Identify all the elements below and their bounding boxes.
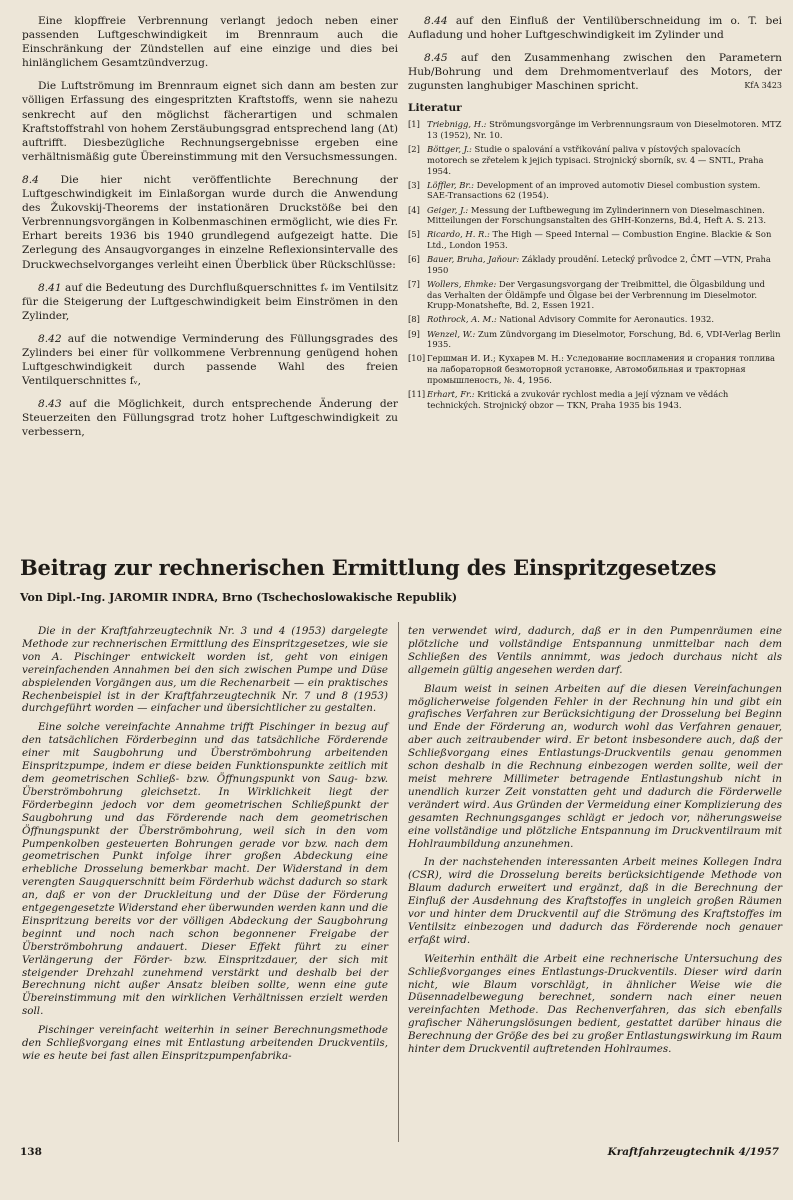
reference-text bbox=[427, 279, 782, 311]
reference-text bbox=[427, 314, 782, 325]
reference-author: Rothrock, A. M.: bbox=[427, 314, 497, 325]
reference-number: [4] bbox=[408, 204, 420, 215]
section-text: auf die Bedeutung des Durchflußquerschnittes fᵥ im Ventilsitz für die Steigerung der Luftgeschwindigkeit beim Einströmen in den Zylinder, bbox=[22, 281, 398, 322]
reference-item bbox=[408, 144, 782, 176]
reference-text bbox=[427, 329, 782, 350]
section-8-4 bbox=[22, 173, 398, 272]
reference-item bbox=[408, 389, 782, 410]
reference-number: [9] bbox=[408, 328, 420, 339]
paragraph: ten verwendet wird, dadurch, daß er in den Pumpenräumen eine plötzliche und vollständige Entspannung unmittelbar nach dem Schließen des Ventils annimmt, was jedoch durchaus nicht als allgemein gültig angesehen werden darf. bbox=[408, 625, 782, 676]
paragraph: Eine solche vereinfachte Annahme trifft Pischinger in bezug auf den tatsächlichen Förderbeginn und das tatsächliche Förderende einer mit Saugbohrung und Überströmbohrung arbeitenden Einspritzpumpe, indem er diese beiden Funktionspunkte zeitlich mit dem geometrischen Schließ- bzw. Öffnungspunkt von Saug- bzw. Überströmbohrung gleichsetzt. In Wirklichkeit liegt der Förderbeginn jedoch vor dem geometrischen Schließpunkt der Saugbohrung und das Förderende nach dem geometrischen Öffnungspunkt der Überströmbohrung, weil sich in den vom Pumpenkolben gesteuerten Bohrungen gerade vor bzw. nach dem geometrischen Punkt infolge ihrer großen Abdeckung eine erhebliche Drosselung bemerkbar macht. Der Widerstand in dem verengten Saugquerschnitt beim Förderhub wächst dadurch so stark an, daß er von der Druckleitung und der Düse der Förderung entgegengesetzte Widerstand eher überwunden werden kann und die Einspritzung bereits vor der völligen Abdeckung der Saugbohrung beginnt und noch nach schon begonnener Freigabe der Überströmbohrung andauert. Dieser Effekt führt zu einer Verlängerung der Förder- bzw. Einspritzdauer, der sich mit steigender Drehzahl zunehmend verstärkt und deshalb bei der Berechnung nicht außer Ansatz bleiben sollte, wenn eine gute Übereinstimmung mit den wirklichen Verhältnissen erzielt werden soll. bbox=[22, 721, 388, 1018]
section-text: auf die Möglichkeit, durch entsprechende Änderung der Steuerzeiten den Füllungsgrad trotz hoher Luftgeschwindigkeit zu verbessern, bbox=[22, 398, 398, 439]
section-number: 8.43 bbox=[38, 398, 62, 411]
section-number: 8.44 bbox=[424, 15, 448, 27]
reference-text bbox=[427, 353, 782, 385]
reference-item bbox=[408, 353, 782, 385]
top-left-column bbox=[22, 14, 398, 449]
top-right-column bbox=[408, 14, 782, 414]
reference-author: Erhart, Fr.: bbox=[427, 388, 475, 399]
reference-number: [1] bbox=[408, 119, 420, 130]
paragraph: Die Luftströmung im Brennraum eignet sich dann am besten zur völligen Erfassung des eingespritzten Kraftstoffs, wenn sie nahezu senkrecht auf den möglichst fächerartigen und schmalen Kraftstoffstrahl von hohem Zerstäubungsgrad entsprechend lang (Δt) auftrifft. Diesbezügliche Rechnungsergebnisse ergeben eine verhältnismäßig gute Übereinstimmung mit den Versuchsmessungen. bbox=[22, 80, 398, 163]
paragraph: Die in der Kraftfahrzeugtechnik Nr. 3 und 4 (1953) dargelegte Methode zur rechnerischen Ermittlung des Einspritzgesetzes, wie sie von A. Pischinger entwickelt worden ist, geht von einigen vereinfachenden Annahmen bei den sich zwischen Pumpe und Düse abspielenden Vorgängen aus, um die Rechenarbeit — ein praktisches Rechenbeispiel ist in der Kraftfahrzeugtechnik Nr. 7 und 8 (1953) durchgeführt worden — einfacher und übersichtlicher zu gestalten. bbox=[22, 625, 388, 715]
reference-number: [11] bbox=[408, 388, 426, 399]
article-byline: Von Dipl.-Ing. JAROMIR INDRA, Brno (Tschechoslowakische Republik) bbox=[20, 591, 458, 604]
reference-body: Kritická a zvukovár rychlost media a její význam ve vědách technických. Strojnický obzor — TKN, Praha 1935 bis 1943. bbox=[427, 388, 729, 410]
reference-body: Messung der Luftbewegung im Zylinderinnern von Dieselmaschinen. Mitteilungen der Forschungsanstalten des GHH-Konzerns, Bd.4, Heft A. S. 213. bbox=[427, 204, 767, 226]
paragraph: Blaum weist in seinen Arbeiten auf die diesen Vereinfachungen möglicherweise folgenden Fehler in der Rechnung hin und gibt ein grafisches Verfahren zur Berücksichtigung der Drosselung bei Beginn und Ende der Förderung an, wodurch wohl das Verfahren genauer, aber auch zeitraubender wird. Er betont insbesondere auch, daß der Schließvorgang eines Entlastungs-Druckventils genau genommen schon deshalb in die Rechnung einbezogen werden sollte, weil der meist mehrere Millimeter betragende Entlastungshub nicht in unendlich kurzer Zeit vonstatten geht und dadurch die Förderwelle verändert wird. Aus Gründen der Vermeidung einer Komplizierung des gesamten Rechnungsganges schlägt er jedoch vor, näherungsweise eine vollständige und plötzliche Entspannung im Druckventilraum mit Hohlraumbildung anzunehmen. bbox=[408, 682, 782, 850]
article-title: Beitrag zur rechnerischen Ermittlung des Einspritzgesetzes bbox=[20, 555, 717, 580]
section-text: auf die notwendige Verminderung des Füllungsgrades des Zylinders bei einer für vollkommene Verbrennung genügend hohen Luftgeschwindigkeit durch passende Wahl des freien Ventilquerschnittes fᵥ, bbox=[22, 332, 398, 388]
section-number: 8.45 bbox=[424, 52, 448, 65]
journal-issue: Kraftfahrzeugtechnik 4/1957 bbox=[607, 1146, 779, 1158]
reference-item bbox=[408, 254, 782, 275]
reference-text bbox=[427, 144, 782, 176]
reference-body: The High — Speed Internal — Combustion Engine. Blackie & Son Ltd., London 1953. bbox=[427, 229, 772, 251]
kfa-code: KfA 3423 bbox=[744, 81, 782, 91]
section-number: 8.42 bbox=[38, 332, 62, 345]
paragraph: Weiterhin enthält die Arbeit eine rechnerische Untersuchung des Schließvorganges eines Entlastungs-Druckventils. Dieser wird darin nicht, wie Blaum vorschlägt, in ähnlicher Weise wie die Düsennadelbewegung berechnet, sondern nach einer neuen vereinfachten Methode. Das Rechenverfahren, das sich ebenfalls grafischer Näherungslösungen bedient, gestattet darüber hinaus die Berechnung der Größe des bei zu großer Entlastungswirkung im Raum hinter dem Druckventil auftretenden Hohlraumes. bbox=[408, 952, 782, 1056]
reference-item bbox=[408, 205, 782, 226]
reference-number: [10] bbox=[408, 353, 426, 364]
section-number: 8.41 bbox=[38, 281, 62, 294]
reference-text bbox=[427, 229, 782, 250]
bottom-right-column bbox=[408, 625, 782, 1062]
section-text: Die hier nicht veröffentlichte Berechnung der Luftgeschwindigkeit im Einlaßorgan wurde durch die Anwendung des Žukovskij-Theorems der instationären Druckstöße bei den Verbrennungsvorgängen in Kolbenmaschinen ermöglicht, wie dies Fr. Erhart bereits 1936 bis 1940 grundlegend aufgezeigt hatte. Die Zerlegung des Ansaugvorganges in einzelne Reflexionsintervalle des Druckwechselvorganges verleiht einen Überblick über Rückschlüsse: bbox=[22, 173, 398, 271]
reference-text bbox=[427, 389, 782, 410]
reference-text bbox=[427, 119, 782, 140]
reference-text bbox=[427, 205, 782, 226]
reference-number: [3] bbox=[408, 179, 420, 190]
reference-author: Triebnigg, H.: bbox=[427, 119, 487, 130]
paragraph: Eine klopffreie Verbrennung verlangt jedoch neben einer passenden Luftgeschwindigkeit im Brennraum auch die Einschränkung der Zündstellen auf eine einzige und dies bei hinlänglichem Gesamtzündverzug. bbox=[22, 15, 398, 70]
reference-text bbox=[427, 254, 782, 275]
reference-number: [6] bbox=[408, 254, 420, 265]
section-number: 8.4 bbox=[22, 173, 39, 186]
reference-body: Гершман И. И.; Кухарев М. Н.: Уcледование воcпламения и cгорания топлива на лабораторной безмоторной уcтановке, Автомобильная и тракторная промышленоcть, №. 4, 1956. bbox=[427, 353, 775, 385]
paragraph: In der nachstehenden interessanten Arbeit meines Kollegen Indra (CSR), wird die Drosselung bereits berücksichtigende Methode von Blaum dadurch erweitert und ergänzt, daß in die Berechnung der Einfluß der Ausdehnung des Kraftstoffes in ungleich großen Räumen vor und hinter dem Druckventil auf die Strömung des Kraftstoffes im Ventilsitz einbezogen und dadurch das Förderende noch genauer erfaßt wird. bbox=[408, 856, 782, 946]
reference-number: [7] bbox=[408, 278, 420, 289]
reference-body: Der Vergasungsvorgang der Treibmittel, die Ölgasbildung und das Verhalten der Öldämpfe und Ölgase bei der Verbrennung im Dieselmotor. Krupp-Monatshefte, Bd. 2, Essen 1921. bbox=[427, 278, 765, 311]
paragraph: Pischinger vereinfacht weiterhin in seiner Berechnungsmethode den Schließvorgang eines mit Entlastung arbeitenden Druckventils, wie es heute bei fast allen Einspritzpumpenfabrika- bbox=[22, 1024, 388, 1062]
bottom-left-column bbox=[22, 625, 388, 1069]
reference-number: [8] bbox=[408, 314, 420, 325]
reference-author: Löffler, Br.: bbox=[427, 179, 474, 190]
page-number: 138 bbox=[20, 1146, 42, 1158]
reference-author: Böttger, J.: bbox=[427, 144, 472, 155]
reference-author: Wenzel, W.: bbox=[427, 328, 476, 339]
reference-number: [2] bbox=[408, 144, 420, 155]
section-8-42 bbox=[22, 332, 398, 388]
reference-body: Zum Zündvorgang im Dieselmotor, Forschung, Bd. 6, VDI-Verlag Berlin 1935. bbox=[427, 328, 781, 350]
reference-item bbox=[408, 180, 782, 201]
reference-body: Studie o spalování a vstřikování paliva v pístových spalovacích motorech se zřetelem k jejich typisaci. Strojnický sborník, sv. 4 — SNTL, Praha 1954. bbox=[427, 144, 764, 176]
reference-item bbox=[408, 329, 782, 350]
reference-body: National Advisory Commite for Aeronautics. 1932. bbox=[496, 314, 715, 325]
reference-list bbox=[408, 119, 782, 410]
section-text: auf den Zusammenhang zwischen den Parametern Hub/Bohrung und dem Drehmomentverlauf des Motors, der zugunsten langhubiger Maschinen spricht. bbox=[408, 52, 782, 93]
column-divider bbox=[398, 622, 399, 1142]
reference-body: Strömungsvorgänge im Verbrennungsraum von Dieselmotoren. MTZ 13 (1952), Nr. 10. bbox=[427, 119, 782, 141]
literature-heading: Literatur bbox=[408, 102, 462, 115]
section-text: auf den Einfluß der Ventilüberschneidung im o. T. bei Aufladung und hoher Luftgeschwindigkeit im Zylinder und bbox=[408, 15, 782, 42]
reference-body: Základy proudění. Letecký průvodce 2, ČMT —VTN, Praha 1950 bbox=[427, 254, 771, 275]
reference-number: [5] bbox=[408, 229, 420, 240]
reference-item bbox=[408, 279, 782, 311]
reference-author: Bauer, Bruha, Jaňour: bbox=[427, 254, 520, 265]
reference-author: Ricardo, H. R.: bbox=[427, 229, 490, 240]
section-8-43 bbox=[22, 397, 398, 439]
reference-author: Geiger, J.: bbox=[427, 204, 469, 215]
reference-item bbox=[408, 314, 782, 325]
reference-author: Wollers, Ehmke: bbox=[427, 278, 497, 289]
reference-body: Development of an improved automotiv Diesel combustion system. SAE-Transactions 62 (1954). bbox=[427, 179, 761, 201]
reference-item bbox=[408, 119, 782, 140]
section-8-41 bbox=[22, 281, 398, 323]
section-8-44 bbox=[408, 14, 782, 42]
reference-text bbox=[427, 180, 782, 201]
section-8-45 bbox=[408, 51, 782, 93]
reference-item bbox=[408, 229, 782, 250]
